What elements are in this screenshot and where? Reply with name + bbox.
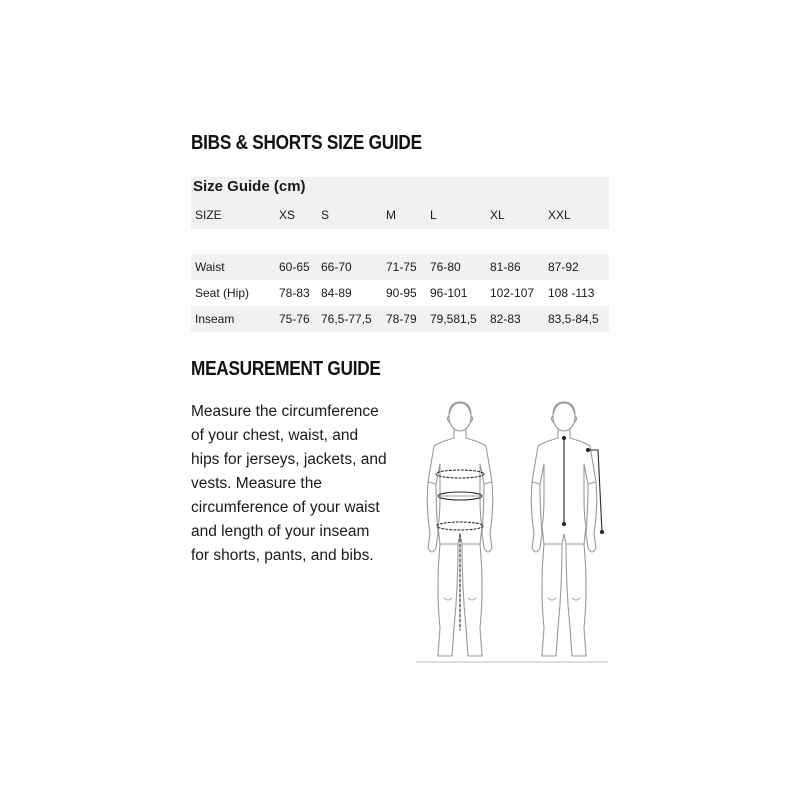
table-cell: 78-79 [386, 312, 417, 326]
measurement-text-line: of your chest, waist, and [191, 427, 359, 444]
header-cell-xxl: XXL [548, 208, 571, 222]
table-cell: 79,581,5 [430, 312, 477, 326]
table-cell: 71-75 [386, 260, 417, 274]
row-label: Waist [195, 260, 225, 274]
table-cell: 83,5-84,5 [548, 312, 599, 326]
front-measurement-marks [436, 470, 484, 630]
size-guide-caption: Size Guide (cm) [193, 178, 306, 195]
table-cell: 102-107 [490, 286, 535, 300]
table-cell: 90-95 [386, 286, 417, 300]
size-guide-title: BIBS & SHORTS SIZE GUIDE [191, 132, 422, 154]
row-label: Inseam [195, 312, 235, 326]
arm-length-line [588, 450, 602, 532]
table-cell: 82-83 [490, 312, 521, 326]
measurement-text-line: Measure the circumference [191, 403, 379, 420]
table-cell: 81-86 [490, 260, 521, 274]
table-cell: 87-92 [548, 260, 579, 274]
table-cell: 76,5-77,5 [321, 312, 372, 326]
measurement-text-line: circumference of your waist [191, 499, 380, 516]
header-cell-s: S [321, 208, 330, 222]
header-cell-m: M [386, 208, 396, 222]
table-cell: 84-89 [321, 286, 352, 300]
back-measurement-marks [562, 436, 603, 533]
header-cell-size: SIZE [195, 208, 222, 222]
table-cell: 60-65 [279, 260, 310, 274]
hip-measure-line [437, 522, 483, 530]
measurement-text-line: hips for jerseys, jackets, and [191, 451, 387, 468]
measurement-text-line: vests. Measure the [191, 475, 322, 492]
header-cell-xl: XL [490, 208, 505, 222]
front-body-figure [427, 402, 492, 656]
table-cell: 108 -113 [548, 286, 595, 300]
measurement-guide-text [191, 400, 391, 568]
body-measurement-illustration [414, 398, 610, 664]
header-cell-l: L [430, 208, 437, 222]
table-cell: 96-101 [430, 286, 468, 300]
measurement-text-line: for shorts, pants, and bibs. [191, 547, 374, 564]
measurement-text-line: and length of your inseam [191, 523, 370, 540]
table-cell: 76-80 [430, 260, 461, 274]
table-cell: 75-76 [279, 312, 310, 326]
row-label: Seat (Hip) [195, 286, 250, 300]
table-cell: 66-70 [321, 260, 352, 274]
chest-measure-line [436, 470, 484, 478]
measurement-guide-title: MEASUREMENT GUIDE [191, 358, 381, 380]
table-cell: 78-83 [279, 286, 310, 300]
header-cell-xs: XS [279, 208, 296, 222]
